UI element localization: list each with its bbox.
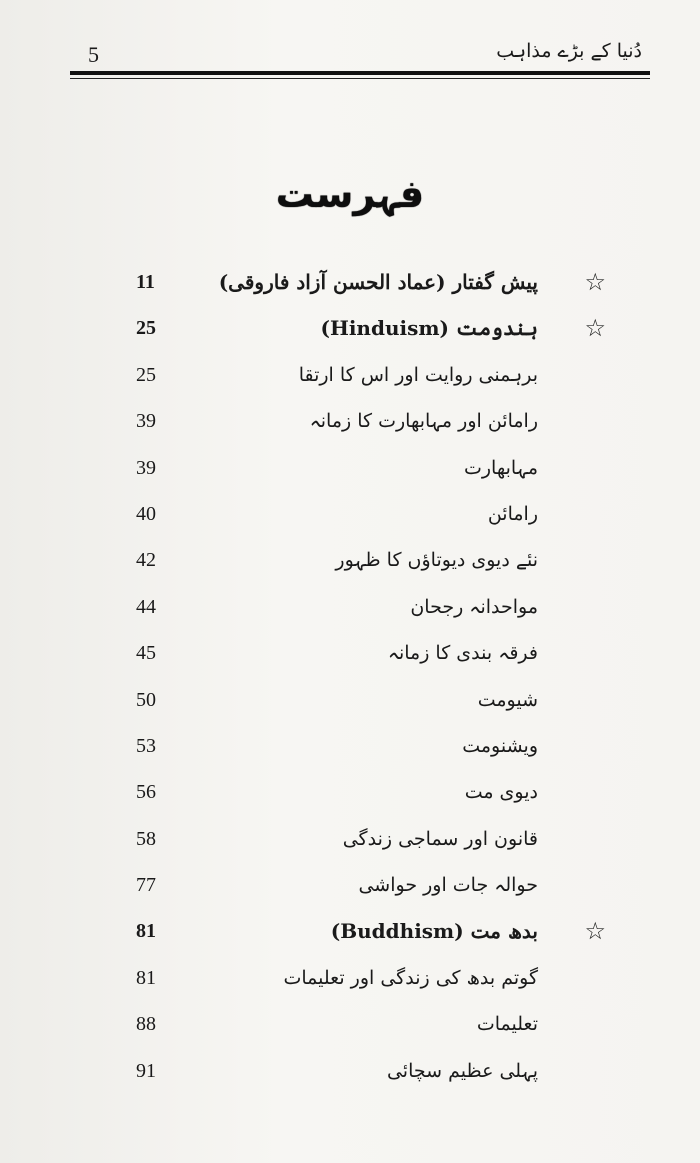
toc-entry (0, 633, 700, 679)
toc-entry (0, 1004, 700, 1050)
toc-entry (0, 1051, 700, 1097)
toc-entry-page-number: 91 (136, 1059, 156, 1082)
toc-entry-page-number: 50 (136, 688, 156, 711)
toc-entry-page-number: 81 (136, 966, 156, 989)
toc-entry-title: ہندومت (Hinduism) (320, 316, 538, 341)
toc-heading: فہرست (275, 172, 425, 216)
toc-entry (0, 355, 700, 401)
toc-entry-page-number: 56 (136, 781, 156, 804)
toc-entry (0, 911, 700, 957)
toc-entry-title: پیش گفتار (عماد الحسن آزاد فاروقی) (218, 270, 538, 294)
toc-entry-title: بدھ مت (Buddhism) (330, 919, 538, 944)
toc-entry-page-number: 39 (136, 456, 156, 479)
toc-entry-title: حوالہ جات اور حواشی (358, 874, 538, 897)
toc-entry (0, 494, 700, 540)
toc-entry-title: فرقہ بندی کا زمانہ (387, 642, 538, 665)
toc-entry (0, 540, 700, 586)
header-rule-thick (70, 71, 650, 75)
toc-entry-page-number: 39 (136, 410, 156, 433)
toc-entry-page-number: 81 (136, 920, 156, 943)
toc-entry-page-number: 25 (136, 317, 156, 340)
toc-entry (0, 819, 700, 865)
toc-entry-page-number: 40 (136, 502, 156, 525)
toc-entry (0, 958, 700, 1004)
toc-entry (0, 865, 700, 911)
toc-entry-page-number: 25 (136, 363, 156, 386)
toc-entry (0, 401, 700, 447)
toc-entry-page-number: 44 (136, 595, 156, 618)
toc-entry-title: ویشنومت (462, 734, 538, 757)
toc-entry (0, 308, 700, 354)
toc-entry-title: برہمنی روایت اور اس کا ارتقا (298, 363, 538, 386)
toc-entry-title: گوتم بدھ کی زندگی اور تعلیمات (283, 966, 538, 989)
toc-entry (0, 587, 700, 633)
toc-entry-title: رامائن اور مہابھارت کا زمانہ (309, 410, 538, 433)
toc-entry-title: قانون اور سماجی زندگی (342, 827, 538, 850)
toc-entry-title: پہلی عظیم سچائی (386, 1059, 538, 1082)
toc-entry-title: دیوی مت (464, 781, 538, 804)
toc-entry (0, 680, 700, 726)
toc-entry-title: تعلیمات (476, 1013, 538, 1036)
toc-entry (0, 726, 700, 772)
toc-entry-title: مہابھارت (464, 456, 538, 479)
toc-entry (0, 448, 700, 494)
toc-entry-page-number: 58 (136, 827, 156, 850)
page-number: 5 (88, 42, 99, 67)
toc-entry-page-number: 77 (136, 874, 156, 897)
toc-entry-title: رامائن (487, 502, 538, 525)
header-rule-thin (70, 78, 650, 79)
toc-entry-title: مواحدانہ رجحان (410, 595, 538, 618)
toc-entry-page-number: 42 (136, 549, 156, 572)
toc-list (0, 262, 700, 1097)
star-bullet-icon: ☆ (584, 268, 606, 296)
star-bullet-icon: ☆ (584, 917, 606, 946)
toc-entry-title: شیومت (477, 688, 538, 711)
toc-entry (0, 772, 700, 818)
toc-entry-page-number: 88 (136, 1013, 156, 1036)
toc-entry-title: نئے دیوی دیوتاؤں کا ظہور (335, 549, 538, 572)
toc-entry-page-number: 53 (136, 734, 156, 757)
running-title: دُنیا کے بڑے مذاہب (496, 40, 642, 62)
toc-entry (0, 262, 700, 308)
star-bullet-icon: ☆ (584, 314, 606, 343)
toc-entry-page-number: 11 (136, 271, 155, 293)
toc-entry-page-number: 45 (136, 642, 156, 665)
